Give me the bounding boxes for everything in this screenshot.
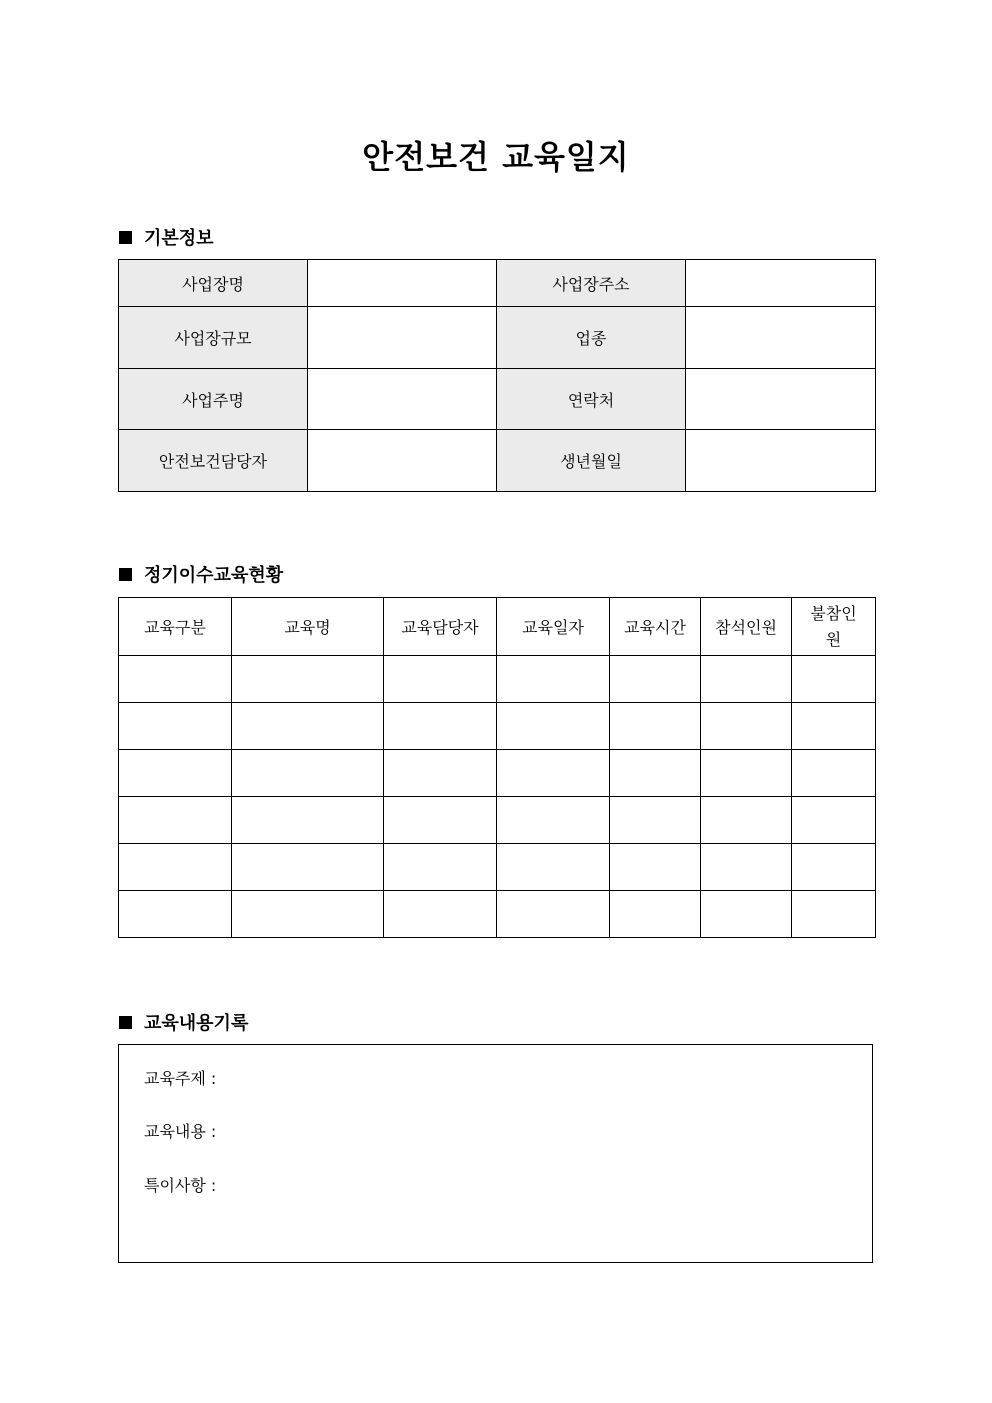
topic-label: 교육주제 : — [144, 1069, 217, 1088]
table-cell[interactable] — [119, 844, 232, 891]
table-cell[interactable] — [497, 703, 610, 750]
column-header: 교육담당자 — [384, 598, 497, 656]
content-record-box[interactable] — [118, 1044, 873, 1263]
table-cell[interactable] — [701, 891, 792, 938]
label-contact: 연락처 — [497, 369, 686, 430]
birth-date-field[interactable] — [686, 430, 876, 492]
table-row — [119, 430, 876, 492]
table-row — [119, 656, 876, 703]
owner-name-field[interactable] — [308, 369, 497, 430]
column-header: 불참인원 — [792, 598, 876, 656]
label-owner-name: 사업주명 — [119, 369, 308, 430]
table-cell[interactable] — [384, 844, 497, 891]
section-heading-label: 기본정보 — [144, 228, 214, 249]
business-name-field[interactable] — [308, 260, 497, 307]
table-cell[interactable] — [119, 656, 232, 703]
notes-label: 특이사항 : — [144, 1176, 217, 1195]
section-heading-label: 정기이수교육현황 — [144, 565, 284, 586]
table-cell[interactable] — [497, 750, 610, 797]
table-cell[interactable] — [792, 891, 876, 938]
square-bullet-icon — [119, 568, 132, 581]
table-row — [119, 369, 876, 430]
table-cell[interactable] — [232, 844, 384, 891]
table-row — [119, 844, 876, 891]
section-heading-label: 교육내용기록 — [144, 1013, 249, 1034]
column-header: 교육시간 — [610, 598, 701, 656]
business-address-field[interactable] — [686, 260, 876, 307]
column-header: 참석인원 — [701, 598, 792, 656]
table-cell[interactable] — [232, 656, 384, 703]
label-business-name: 사업장명 — [119, 260, 308, 307]
column-header: 교육일자 — [497, 598, 610, 656]
table-cell[interactable] — [701, 797, 792, 844]
table-cell[interactable] — [119, 750, 232, 797]
table-cell[interactable] — [384, 656, 497, 703]
column-header: 교육구분 — [119, 598, 232, 656]
table-cell[interactable] — [119, 703, 232, 750]
table-cell[interactable] — [792, 844, 876, 891]
table-cell[interactable] — [232, 703, 384, 750]
basic-info-table — [118, 259, 876, 492]
label-safety-manager: 안전보건담당자 — [119, 430, 308, 492]
table-row — [119, 750, 876, 797]
table-cell[interactable] — [497, 844, 610, 891]
industry-field[interactable] — [686, 307, 876, 369]
label-birth-date: 생년월일 — [497, 430, 686, 492]
table-cell[interactable] — [384, 797, 497, 844]
training-status-table — [118, 597, 876, 938]
section-heading-content-record — [119, 1009, 248, 1035]
table-cell[interactable] — [792, 797, 876, 844]
table-cell[interactable] — [792, 656, 876, 703]
table-row — [119, 703, 876, 750]
table-row — [119, 260, 876, 307]
contact-field[interactable] — [686, 369, 876, 430]
table-cell[interactable] — [610, 891, 701, 938]
column-header: 교육명 — [232, 598, 384, 656]
table-header-row — [119, 598, 876, 656]
table-cell[interactable] — [610, 656, 701, 703]
section-heading-basic-info — [119, 224, 214, 250]
table-cell[interactable] — [610, 703, 701, 750]
table-cell[interactable] — [384, 703, 497, 750]
square-bullet-icon — [119, 1016, 132, 1029]
safety-manager-field[interactable] — [308, 430, 497, 492]
table-cell[interactable] — [610, 797, 701, 844]
page-title: 안전보건 교육일지 — [362, 138, 630, 176]
label-industry: 업종 — [497, 307, 686, 369]
table-cell[interactable] — [701, 750, 792, 797]
table-cell[interactable] — [232, 797, 384, 844]
section-heading-training-status — [119, 561, 283, 587]
table-cell[interactable] — [701, 844, 792, 891]
table-cell[interactable] — [701, 703, 792, 750]
table-row — [119, 307, 876, 369]
business-size-field[interactable] — [308, 307, 497, 369]
table-cell[interactable] — [792, 703, 876, 750]
table-row — [119, 891, 876, 938]
table-cell[interactable] — [497, 656, 610, 703]
table-cell[interactable] — [232, 891, 384, 938]
table-cell[interactable] — [497, 797, 610, 844]
label-business-address: 사업장주소 — [497, 260, 686, 307]
label-business-size: 사업장규모 — [119, 307, 308, 369]
content-label: 교육내용 : — [144, 1122, 217, 1141]
table-cell[interactable] — [497, 891, 610, 938]
table-cell[interactable] — [384, 750, 497, 797]
table-cell[interactable] — [232, 750, 384, 797]
table-row — [119, 797, 876, 844]
table-cell[interactable] — [610, 750, 701, 797]
table-cell[interactable] — [119, 797, 232, 844]
table-cell[interactable] — [701, 656, 792, 703]
table-cell[interactable] — [384, 891, 497, 938]
table-cell[interactable] — [119, 891, 232, 938]
square-bullet-icon — [119, 231, 132, 244]
table-cell[interactable] — [610, 844, 701, 891]
table-cell[interactable] — [792, 750, 876, 797]
